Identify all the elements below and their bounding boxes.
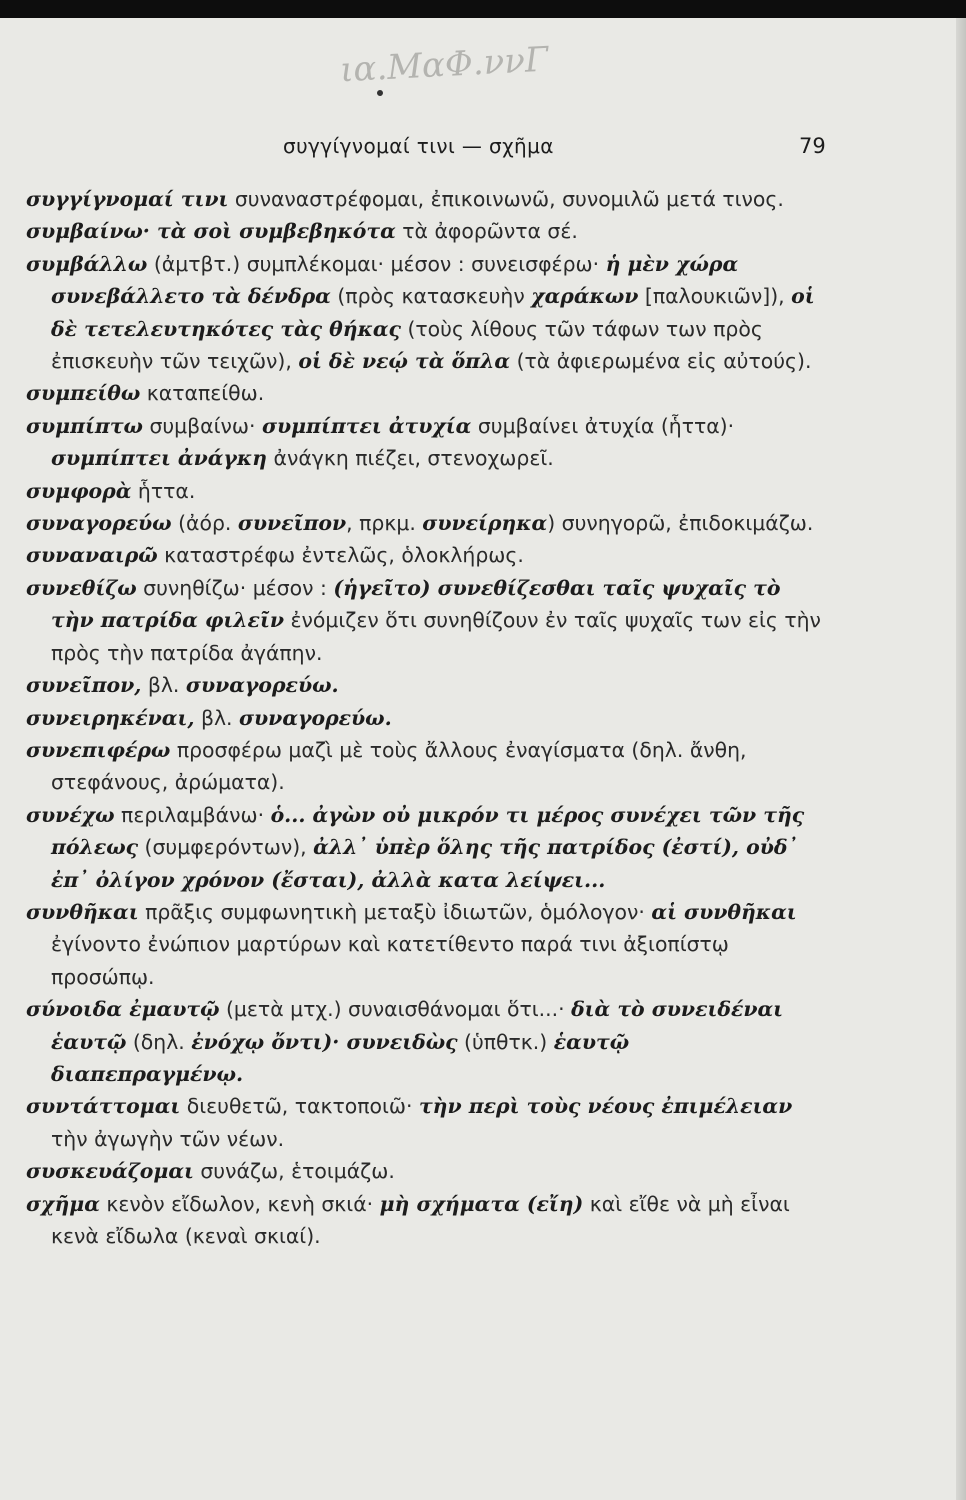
definition: (ἀόρ. (171, 511, 238, 536)
term: συμπίπτει ἀτυχία (261, 413, 472, 438)
dictionary-entry (26, 248, 826, 378)
definition: (τὰ ἀφιερωμένα εἰς αὐτούς). (510, 349, 812, 374)
scan-page-edge (956, 18, 966, 1500)
term: ἀλλ᾿ ὑπὲρ ὅλης τῆς πατρίδος (ἐστί), οὐδ᾿ ἐπ᾿ ὀλίγον χρόνον (ἔσται), ἀλλὰ κατα λείψει... (51, 835, 798, 892)
dictionary-entries (26, 183, 826, 1252)
definition: (τοὺς λίθους τῶν τάφων των πρὸς ἐπισκευὴν τῶν τειχῶν), (51, 316, 763, 374)
dictionary-entry (26, 896, 826, 993)
dictionary-entry (26, 993, 826, 1090)
scan-top-border (0, 0, 966, 18)
definition: συνηθίζω· μέσον : (136, 575, 334, 600)
definition: τὰ ἀφορῶντα σέ. (395, 219, 578, 244)
definition: πρᾶξις συμφωνητικὴ μεταξὺ ἰδιωτῶν, ὁμόλογον· (138, 899, 652, 924)
term: χαράκων (531, 284, 639, 309)
term: οἱ δὲ νεῴ τὰ ὅπλα (298, 349, 511, 374)
definition: (δηλ. (126, 1029, 192, 1054)
definition: ) συνηγορῶ, ἐπιδοκιμάζω. (547, 511, 814, 536)
term: συνείρηκα (422, 511, 548, 536)
term: σχῆμα (26, 1191, 100, 1216)
term: τὴν περὶ τοὺς νέους ἐπιμέλειαν (418, 1094, 793, 1119)
definition: προσφέρω μαζὶ μὲ τοὺς ἄλλους ἐναγίσματα (δηλ. ἄνθη, στεφάνους, ἀρώματα). (51, 737, 747, 795)
definition: , πρκμ. (346, 511, 423, 536)
term: ἑαυτῷ διαπεπραγμένῳ. (51, 1029, 630, 1086)
definition: (πρὸς κατασκευὴν (330, 284, 532, 309)
term: ἡ μὲν χώρα συνεβάλλετο τὰ δένδρα (51, 251, 739, 309)
term: συναναιρῶ (26, 543, 158, 568)
term: συμβαίνω· τὰ σοὶ συμβεβηκότα (26, 219, 396, 244)
dictionary-entry (26, 215, 826, 247)
dictionary-entry (26, 669, 826, 701)
term: διὰ τὸ συνειδέναι ἑαυτῷ (51, 997, 784, 1054)
term: συναγορεύω. (185, 673, 339, 698)
term: συντάττομαι (26, 1094, 181, 1119)
page-number: 79 (799, 134, 826, 158)
definition: συναναστρέφομαι, ἐπικοινωνῶ, συνομιλῶ μετά τινος. (228, 187, 784, 211)
definition: καταστρέφω ἐντελῶς, ὁλοκλήρως. (157, 543, 524, 568)
definition: βλ. (141, 673, 186, 698)
dictionary-entry (26, 539, 826, 571)
definition: συμβαίνει ἀτυχία (ἧττα)· (471, 413, 735, 438)
term: μὴ σχήματα (εἴη) (379, 1191, 584, 1216)
term: συμπίπτει ἀνάγκη (51, 446, 268, 471)
dictionary-entry (26, 183, 826, 215)
definition: καταπείθω. (140, 381, 265, 406)
term: συμφορὰ (26, 478, 132, 503)
dictionary-entry (26, 377, 826, 409)
dictionary-entry (26, 507, 826, 539)
definition: [παλουκιῶν]), (638, 284, 792, 309)
term: συναγορεύω (26, 511, 172, 536)
definition: τὴν ἀγωγὴν τῶν νέων. (51, 1126, 285, 1151)
header-title: συγγίγνομαί τινι — σχῆμα (283, 134, 554, 158)
term: συναγορεύω. (239, 705, 392, 730)
term: συμβάλλω (26, 251, 148, 276)
definition: καὶ εἴθε νὰ μὴ εἶναι κενὰ εἴδωλα (κεναὶ σκιαί). (51, 1191, 790, 1248)
definition: περιλαμβάνω· (114, 802, 271, 827)
definition: συνάζω, ἑτοιμάζω. (193, 1159, 395, 1184)
term: σύνοιδα ἐμαυτῷ (26, 997, 220, 1022)
dictionary-entry (26, 410, 826, 475)
term: ἐνόχῳ ὄντι)· συνειδὼς (191, 1029, 458, 1054)
term: συνεπιφέρω (26, 737, 171, 762)
term: συνεῖπον (237, 511, 347, 536)
definition: (μετὰ μτχ.) συναισθάνομαι ὅτι...· (219, 997, 572, 1022)
dictionary-entry (26, 1188, 826, 1253)
definition: (ὑπθτκ.) (457, 1029, 554, 1054)
definition: (ἀμτβτ.) συμπλέκομαι· μέσον : συνεισφέρω· (147, 251, 606, 276)
definition: ἐγίνοντο ἐνώπιον μαρτύρων καὶ κατετίθεντο παρά τινι ἀξιοπίστῳ προσώπῳ. (51, 932, 729, 989)
term: συγγίγνομαί τινι (26, 187, 229, 211)
term: συνέχω (26, 802, 115, 827)
term: συνθῆκαι (26, 899, 139, 924)
dictionary-entry (26, 702, 826, 734)
dictionary-entry (26, 572, 826, 669)
dictionary-entry (26, 799, 826, 896)
pencil-margin-note: ια.ΜαΦ.ννΓ (339, 39, 550, 91)
term: ὁ... ἀγὼν οὐ μικρόν τι μέρος συνέχει τῶν τῆς πόλεως (51, 802, 805, 860)
definition: (συμφερόντων), (138, 835, 314, 860)
definition: ἧττα. (131, 478, 196, 503)
running-header (0, 134, 966, 164)
dictionary-entry (26, 475, 826, 507)
definition: κενὸν εἴδωλον, κενὴ σκιά· (99, 1191, 380, 1216)
dictionary-entry (26, 1090, 826, 1155)
term: (ἡγεῖτο) συνεθίζεσθαι ταῖς ψυχαῖς τὸ τὴν πατρίδα φιλεῖν (51, 575, 781, 633)
definition: διευθετῶ, τακτοποιῶ· (180, 1094, 419, 1119)
term: συνεθίζω (26, 575, 137, 600)
term: συσκευάζομαι (26, 1159, 194, 1184)
definition: συμβαίνω· (142, 413, 262, 438)
term: οἱ δὲ τετελευτηκότες τὰς θήκας (51, 284, 815, 341)
dictionary-entry (26, 1155, 826, 1187)
term: συμπίπτω (26, 413, 143, 438)
definition: ἐνόμιζεν ὅτι συνηθίζουν ἐν ταῖς ψυχαῖς των εἰς τὴν πρὸς τὴν πατρίδα ἀγάπην. (51, 608, 821, 665)
definition: βλ. (194, 705, 239, 730)
dictionary-entry (26, 734, 826, 799)
term: συμπείθω (26, 381, 141, 406)
definition: ἀνάγκη πιέζει, στενοχωρεῖ. (267, 446, 554, 471)
term: συνεῖπον, (26, 673, 142, 698)
term: συνειρηκέναι, (26, 705, 195, 730)
ink-dot (377, 90, 383, 96)
term: αἱ συνθῆκαι (651, 899, 797, 924)
